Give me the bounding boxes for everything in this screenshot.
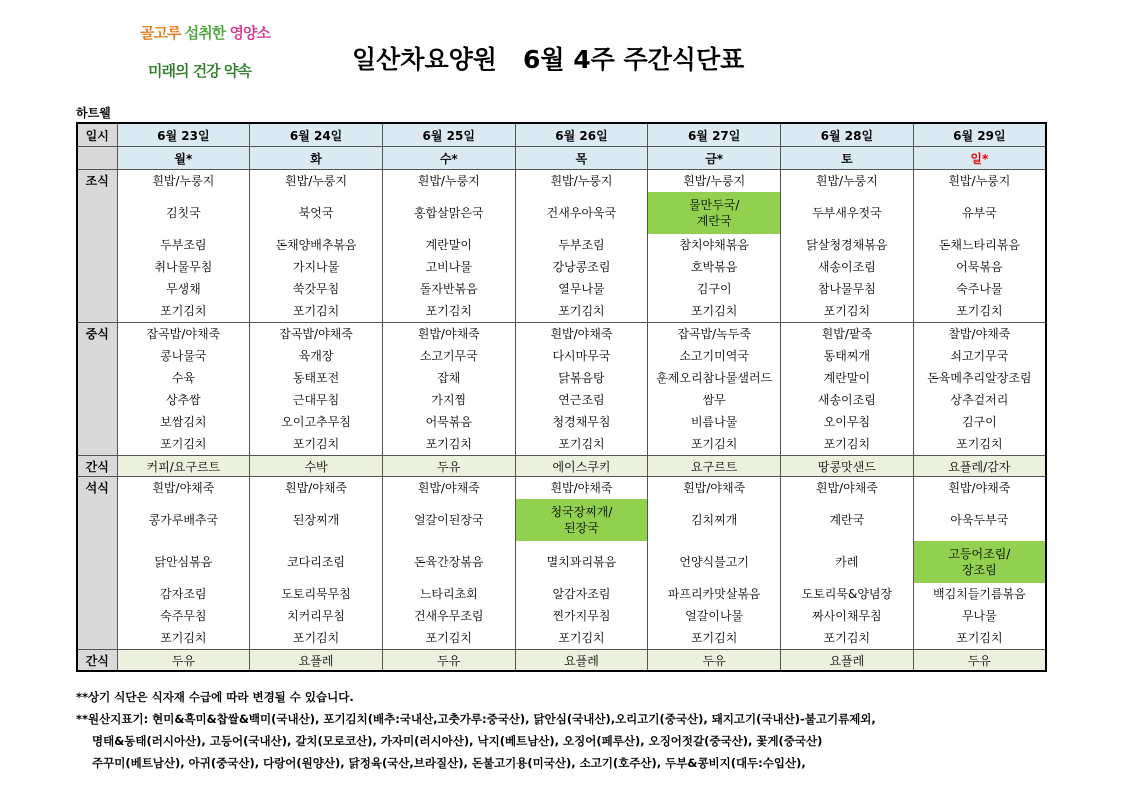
menu-item: 포기김치 (690, 437, 738, 451)
menu-item: 가지찜 (431, 393, 467, 407)
dinner-cell (781, 477, 914, 650)
menu-item: 어묵볶음 (956, 260, 1003, 274)
menu-item-highlighted: 청국장찌개/ 된장국 (516, 499, 648, 541)
menu-item: 돈육메추리알장조림 (927, 371, 1032, 385)
menu-item: 백김치들기름볶음 (932, 587, 1026, 601)
menu-item: 참치야채볶음 (679, 238, 749, 252)
weekly-menu-table (76, 122, 1047, 672)
menu-item: 숙주나물 (956, 282, 1003, 296)
menu-item: 언양식불고기 (679, 555, 749, 569)
snack-cell: 두유 (382, 650, 515, 672)
page-title: 일산차요양원 6월 4주 주간식단표 (352, 45, 745, 74)
dinner-cell (913, 477, 1046, 650)
dinner-cell (515, 477, 648, 650)
snack-cell: 요플레 (515, 650, 648, 672)
menu-item: 콩나물국 (160, 349, 207, 363)
menu-item: 오이고추무침 (281, 415, 351, 429)
lunch-cell (781, 323, 914, 456)
menu-item: 흰밥/야채죽 (550, 481, 613, 495)
menu-item: 흰밥/야채죽 (152, 481, 215, 495)
dinner-label: 석식 (77, 477, 117, 650)
lunch-cell (913, 323, 1046, 456)
menu-item-highlighted: 물만두국/ 계란국 (648, 192, 780, 234)
menu-item: 찐가지무침 (552, 609, 611, 623)
menu-item: 무생채 (165, 282, 201, 296)
menu-item: 두부조림 (558, 238, 605, 252)
dinner-row (77, 477, 1046, 650)
snack-cell: 요구르트 (648, 456, 781, 477)
weekday-cell: 화 (250, 147, 383, 170)
menu-item: 닭안심볶음 (154, 555, 213, 569)
menu-item: 짜사이채무침 (812, 609, 882, 623)
menu-item: 잡곡밥/녹두죽 (677, 327, 751, 341)
menu-item: 얼갈이나물 (685, 609, 744, 623)
lunch-cell (648, 323, 781, 456)
breakfast-row (77, 170, 1046, 323)
menu-item: 숙주무침 (160, 609, 207, 623)
snack-cell: 요플레 (250, 650, 383, 672)
menu-item: 치커리무침 (287, 609, 346, 623)
note-origin-1: **원산지표기: 현미&흑미&찹쌀&백미(국내산), 포기김치(배추:국내산,고춧가루:중국산), 닭안심(국내산),오리고기(중국산), 돼지고기(국내산)-불고기류제외, (76, 712, 876, 726)
menu-item: 포기김치 (292, 304, 340, 318)
breakfast-cell (781, 170, 914, 323)
menu-item: 잡채 (437, 371, 461, 385)
menu-item: 알감자조림 (552, 587, 611, 601)
weekday-cell-sunday: 일* (913, 147, 1046, 170)
menu-item: 건새우무조림 (413, 609, 484, 623)
lunch-label: 중식 (77, 323, 117, 456)
menu-item: 흰밥/누룽지 (152, 174, 215, 188)
weekday-row (77, 147, 1046, 170)
menu-item: 쌈무 (702, 393, 726, 407)
breakfast-cell (515, 170, 648, 323)
menu-item: 콩가루배추국 (148, 513, 219, 527)
menu-item: 흰밥/누룽지 (683, 174, 746, 188)
menu-item: 김칫국 (165, 206, 201, 220)
menu-item: 다시마무국 (552, 349, 611, 363)
menu-item: 흰밥/팥죽 (821, 327, 873, 341)
menu-item: 감자조림 (160, 587, 207, 601)
lunch-cell (382, 323, 515, 456)
menu-item: 포기김치 (425, 437, 472, 451)
snack-cell: 두유 (648, 650, 781, 672)
menu-item: 포기김치 (956, 437, 1003, 451)
menu-item: 흰밥/야채죽 (417, 327, 480, 341)
menu-item: 취나물무침 (154, 260, 213, 274)
menu-item: 흰밥/누룽지 (948, 174, 1011, 188)
menu-item: 얼갈이된장국 (413, 513, 484, 527)
menu-item: 연근조림 (558, 393, 605, 407)
menu-item: 김구이 (961, 415, 997, 429)
menu-item: 보쌈김치 (160, 415, 207, 429)
breakfast-cell (648, 170, 781, 323)
menu-item: 홍합살맑은국 (413, 206, 484, 220)
menu-item: 포기김치 (160, 304, 207, 318)
menu-item: 흰밥/야채죽 (683, 481, 746, 495)
menu-item: 포기김치 (823, 631, 871, 645)
menu-item: 김구이 (696, 282, 732, 296)
facility-subhead: 하트웰 (76, 106, 111, 120)
menu-item: 상추겉저리 (950, 393, 1009, 407)
lunch-row (77, 323, 1046, 456)
menu-item: 포기김치 (823, 437, 871, 451)
breakfast-cell (382, 170, 515, 323)
menu-item: 두부조림 (160, 238, 207, 252)
menu-item: 잡곡밥/야채죽 (279, 327, 353, 341)
note-origin-3: 주꾸미(베트남산), 아귀(중국산), 다랑어(원양산), 닭정육(국산,브라질산), 돈불고기용(미국산), 소고기(호주산), 두부&콩비지(대두:수입산), (92, 756, 806, 770)
menu-item: 강낭콩조림 (552, 260, 611, 274)
snack2-label: 간식 (77, 650, 117, 672)
snack1-row (77, 456, 1046, 477)
dinner-cell (250, 477, 383, 650)
menu-item: 건새우아욱국 (546, 206, 617, 220)
weekday-cell: 수* (382, 147, 515, 170)
menu-item: 흰밥/누룽지 (417, 174, 480, 188)
menu-item: 오이무침 (823, 415, 871, 429)
note-change: **상기 식단은 식자재 수급에 따라 변경될 수 있습니다. (76, 690, 354, 704)
note-origin-2: 명태&동태(러시아산), 고등어(국내산), 갈치(모로코산), 가자미(러시아산), 낙지(베트남산), 오징어(페루산), 오징어젓갈(중국산), 꽃게(중국산) (92, 734, 823, 748)
date-cell: 6월 23일 (117, 123, 250, 147)
menu-item: 포기김치 (823, 304, 871, 318)
menu-item: 느타리초회 (419, 587, 478, 601)
date-cell: 6월 24일 (250, 123, 383, 147)
menu-item-highlighted: 고등어조림/ 장조림 (914, 541, 1045, 583)
menu-item: 흰밥/야채죽 (948, 481, 1011, 495)
weekday-cell: 월* (117, 147, 250, 170)
dinner-cell (648, 477, 781, 650)
snack-cell: 두유 (382, 456, 515, 477)
snack-cell: 두유 (117, 650, 250, 672)
date-cell: 6월 28일 (781, 123, 914, 147)
menu-item: 흰밥/누룽지 (815, 174, 878, 188)
snack1-label: 간식 (77, 456, 117, 477)
menu-item: 포기김치 (558, 437, 605, 451)
breakfast-cell (913, 170, 1046, 323)
menu-item: 코다리조림 (287, 555, 346, 569)
menu-item: 포기김치 (558, 631, 605, 645)
snack-cell: 수박 (250, 456, 383, 477)
logo (140, 22, 280, 94)
menu-item: 아욱두부국 (950, 513, 1009, 527)
menu-item: 고비나물 (425, 260, 472, 274)
menu-item: 포기김치 (956, 631, 1003, 645)
dinner-cell (382, 477, 515, 650)
menu-item: 포기김치 (558, 304, 605, 318)
menu-item: 새송이조림 (817, 260, 876, 274)
menu-item: 흰밥/야채죽 (550, 327, 613, 341)
menu-item: 상추쌈 (165, 393, 201, 407)
menu-item: 두부새우젓국 (812, 206, 882, 220)
menu-item: 돌자반볶음 (419, 282, 478, 296)
menu-item: 포기김치 (292, 631, 340, 645)
menu-item: 포기김치 (425, 304, 472, 318)
menu-item: 포기김치 (690, 631, 738, 645)
logo-slogan-top: 골고루 섭취한 영양소 (140, 24, 270, 42)
logo-slogan-bottom: 미래의 건강 약속 (148, 62, 251, 80)
menu-item: 무나물 (961, 609, 997, 623)
menu-item: 어묵볶음 (425, 415, 472, 429)
menu-item: 포기김치 (292, 437, 340, 451)
menu-item: 새송이조림 (817, 393, 876, 407)
date-cell: 6월 25일 (382, 123, 515, 147)
menu-item: 흰밥/누룽지 (285, 174, 348, 188)
menu-item: 포기김치 (425, 631, 472, 645)
menu-item: 동태찌개 (823, 349, 871, 363)
menu-item: 쇠고기무국 (950, 349, 1009, 363)
menu-item: 도토리묵&양념장 (801, 587, 893, 601)
weekday-label-blank (77, 147, 117, 170)
menu-item: 닭살청경채볶음 (806, 238, 888, 252)
menu-item: 비름나물 (690, 415, 738, 429)
menu-item: 계란말이 (425, 238, 472, 252)
date-label: 일시 (77, 123, 117, 147)
menu-item: 멸치꽈리볶음 (546, 555, 617, 569)
dinner-cell (117, 477, 250, 650)
menu-item: 흰밥/야채죽 (417, 481, 480, 495)
menu-item: 흰밥/야채죽 (815, 481, 878, 495)
menu-item: 참나물무침 (817, 282, 876, 296)
menu-item: 김치찌개 (690, 513, 738, 527)
menu-item: 쑥갓무침 (292, 282, 340, 296)
menu-item: 포기김치 (690, 304, 738, 318)
weekday-cell: 토 (781, 147, 914, 170)
lunch-cell (515, 323, 648, 456)
menu-item: 파프리카맛살볶음 (667, 587, 761, 601)
notes (76, 686, 876, 774)
menu-item: 동태포전 (292, 371, 340, 385)
menu-item: 카레 (835, 555, 859, 569)
menu-item: 돈채양배추볶음 (275, 238, 357, 252)
menu-item: 돈채느타리볶음 (938, 238, 1020, 252)
menu-item: 근대무침 (292, 393, 340, 407)
menu-item: 수육 (171, 371, 195, 385)
menu-item: 흰밥/누룽지 (550, 174, 613, 188)
menu-item: 청경채무침 (552, 415, 611, 429)
menu-item: 흰밥/야채죽 (285, 481, 348, 495)
snack-cell: 요플레 (781, 650, 914, 672)
date-cell: 6월 26일 (515, 123, 648, 147)
lunch-cell (250, 323, 383, 456)
snack-cell: 에이스쿠키 (515, 456, 648, 477)
menu-item: 포기김치 (160, 631, 207, 645)
weekday-cell: 금* (648, 147, 781, 170)
snack2-row (77, 650, 1046, 672)
menu-item: 닭볶음탕 (558, 371, 605, 385)
weekday-cell: 목 (515, 147, 648, 170)
date-row (77, 123, 1046, 147)
menu-item: 포기김치 (160, 437, 207, 451)
lunch-cell (117, 323, 250, 456)
menu-item: 된장찌개 (292, 513, 340, 527)
date-cell: 6월 27일 (648, 123, 781, 147)
menu-item: 포기김치 (956, 304, 1003, 318)
menu-item: 소고기미역국 (679, 349, 749, 363)
breakfast-cell (117, 170, 250, 323)
menu-item: 돈육간장볶음 (413, 555, 484, 569)
menu-item: 잡곡밥/야채죽 (146, 327, 221, 341)
snack-cell: 땅콩맛샌드 (781, 456, 914, 477)
menu-item: 도토리묵무침 (281, 587, 351, 601)
menu-item: 계란국 (829, 513, 865, 527)
menu-item: 호박볶음 (690, 260, 738, 274)
date-cell: 6월 29일 (913, 123, 1046, 147)
menu-item: 가지나물 (292, 260, 340, 274)
menu-item: 유부국 (961, 206, 997, 220)
menu-item: 열무나물 (558, 282, 605, 296)
menu-item: 소고기무국 (419, 349, 478, 363)
snack-cell: 두유 (913, 650, 1046, 672)
menu-item: 계란말이 (823, 371, 871, 385)
menu-item: 육개장 (298, 349, 334, 363)
snack-cell: 커피/요구르트 (117, 456, 250, 477)
breakfast-label: 조식 (77, 170, 117, 323)
menu-item: 북엇국 (298, 206, 334, 220)
snack-cell: 요플레/감자 (913, 456, 1046, 477)
menu-item: 찰밥/야채죽 (948, 327, 1011, 341)
breakfast-cell (250, 170, 383, 323)
menu-item: 훈제오리참나물샐러드 (656, 371, 773, 385)
